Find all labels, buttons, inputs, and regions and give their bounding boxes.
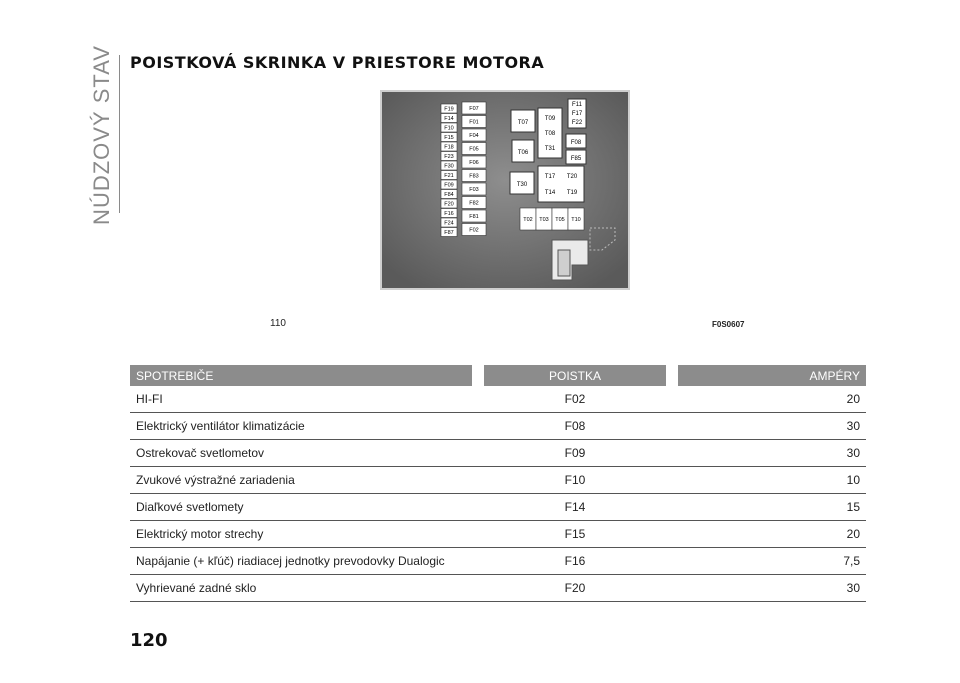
ampere-cell: 30 <box>672 413 866 440</box>
fuse-box-figure <box>380 90 630 290</box>
consumer-cell: HI-FI <box>130 386 478 413</box>
relay-t07-label: T07 <box>517 120 529 126</box>
relay-t06-label: T06 <box>517 150 529 156</box>
fuse-cell: F20 <box>478 575 672 602</box>
ampere-cell: 30 <box>672 440 866 467</box>
ampere-cell: 20 <box>672 521 866 548</box>
fuse-cell: F14 <box>478 494 672 521</box>
section-side-tab-label: NÚDZOVÝ STAV <box>89 45 114 225</box>
relay-t02-label: T02 <box>523 217 533 223</box>
fuse-f82-label: F82 <box>469 200 479 207</box>
side-divider <box>119 55 120 213</box>
fuse-f83-label: F83 <box>469 173 479 180</box>
fuse-f07-label: F07 <box>469 106 479 112</box>
fuse-cell: F02 <box>478 386 672 413</box>
relay-t10-label: T10 <box>571 217 581 223</box>
consumer-cell: Vyhrievané zadné sklo <box>130 575 478 602</box>
table-row <box>130 467 866 494</box>
consumer-cell: Napájanie (+ kľúč) riadiacej jednotky prevodovky Dualogic <box>130 548 478 575</box>
table-row <box>130 386 866 413</box>
consumer-cell: Diaľkové svetlomety <box>130 494 478 521</box>
relay-t30-label: T30 <box>516 182 528 188</box>
table-row <box>130 521 866 548</box>
table-row <box>130 440 866 467</box>
table-header-row <box>130 365 866 386</box>
fuse-f08-label: F08 <box>570 140 582 146</box>
fuse-f85-label: F85 <box>570 156 582 162</box>
fuse-f15-label: F15 <box>444 135 454 141</box>
fuse-f30-label: F30 <box>444 163 454 170</box>
fuse-f17-label: F17 <box>571 111 583 117</box>
relay-t08-label: T08 <box>544 131 556 137</box>
fuse-f19-label: F19 <box>444 106 454 113</box>
fuse-f81-label: F81 <box>469 214 479 220</box>
fuse-f14-label: F14 <box>444 116 454 122</box>
consumer-cell: Elektrický motor strechy <box>130 521 478 548</box>
fuse-f09-label: F09 <box>444 182 454 189</box>
fuse-f24-label: F24 <box>444 220 454 227</box>
figure-number: 110 <box>270 318 286 329</box>
relay-t05-label: T05 <box>555 217 565 223</box>
consumer-cell: Zvukové výstražné zariadenia <box>130 467 478 494</box>
fuse-f84-label: F84 <box>444 192 454 198</box>
fuse-f05-label: F05 <box>469 146 479 153</box>
table-row <box>130 548 866 575</box>
ampere-cell: 10 <box>672 467 866 494</box>
fuse-cell: F10 <box>478 467 672 494</box>
relay-t09-label: T09 <box>544 116 556 122</box>
ampere-cell: 15 <box>672 494 866 521</box>
relay-t03-label: T03 <box>539 217 549 223</box>
header-fuse: POISTKA <box>478 365 672 386</box>
left-fuse-column <box>441 104 457 237</box>
fuse-f01-label: F01 <box>469 119 479 126</box>
fuse-f16-label: F16 <box>444 211 454 217</box>
fuse-f21-label: F21 <box>444 173 454 179</box>
table-row <box>130 413 866 440</box>
header-amperes: AMPÉRY <box>672 365 866 386</box>
bottom-relay-row <box>520 208 584 230</box>
table-row <box>130 494 866 521</box>
fuse-f03-label: F03 <box>469 187 479 193</box>
fuse-table <box>130 365 866 602</box>
fuse-f22-label: F22 <box>571 120 583 126</box>
relay-t31-label: T31 <box>544 146 556 152</box>
fuse-f18-label: F18 <box>444 144 454 151</box>
page-title: POISTKOVÁ SKRINKA V PRIESTORE MOTORA <box>130 53 545 72</box>
fuse-f20-label: F20 <box>444 201 454 208</box>
fuse-box-diagram <box>380 90 630 290</box>
fuse-cell: F09 <box>478 440 672 467</box>
header-consumers: SPOTREBIČE <box>130 365 478 386</box>
fuse-box-housing <box>381 91 629 289</box>
relay-t19-label: T19 <box>566 190 578 196</box>
relay-t14-label: T14 <box>544 190 556 196</box>
ampere-cell: 30 <box>672 575 866 602</box>
fuse-f23-label: F23 <box>444 154 454 160</box>
fuse-cell: F08 <box>478 413 672 440</box>
section-side-tab <box>84 45 120 225</box>
fuse-f11-label: F11 <box>572 102 582 108</box>
consumer-cell: Ostrekovač svetlometov <box>130 440 478 467</box>
relay-block-middle <box>538 166 584 202</box>
table-row <box>130 575 866 602</box>
fuse-f06-label: F06 <box>469 160 479 166</box>
terminal-post <box>558 250 570 276</box>
consumer-cell: Elektrický ventilátor klimatizácie <box>130 413 478 440</box>
ampere-cell: 7,5 <box>672 548 866 575</box>
fuse-cell: F16 <box>478 548 672 575</box>
relay-t20-label: T20 <box>566 174 578 180</box>
fuse-f87-label: F87 <box>444 230 454 236</box>
fuse-f02-label: F02 <box>469 227 479 234</box>
fuse-f10-label: F10 <box>444 125 454 132</box>
page-number: 120 <box>130 630 168 651</box>
relay-t17-label: T17 <box>544 174 556 180</box>
fuse-f04-label: F04 <box>469 133 479 139</box>
ampere-cell: 20 <box>672 386 866 413</box>
fuse-cell: F15 <box>478 521 672 548</box>
figure-code: F0S0607 <box>712 320 745 329</box>
